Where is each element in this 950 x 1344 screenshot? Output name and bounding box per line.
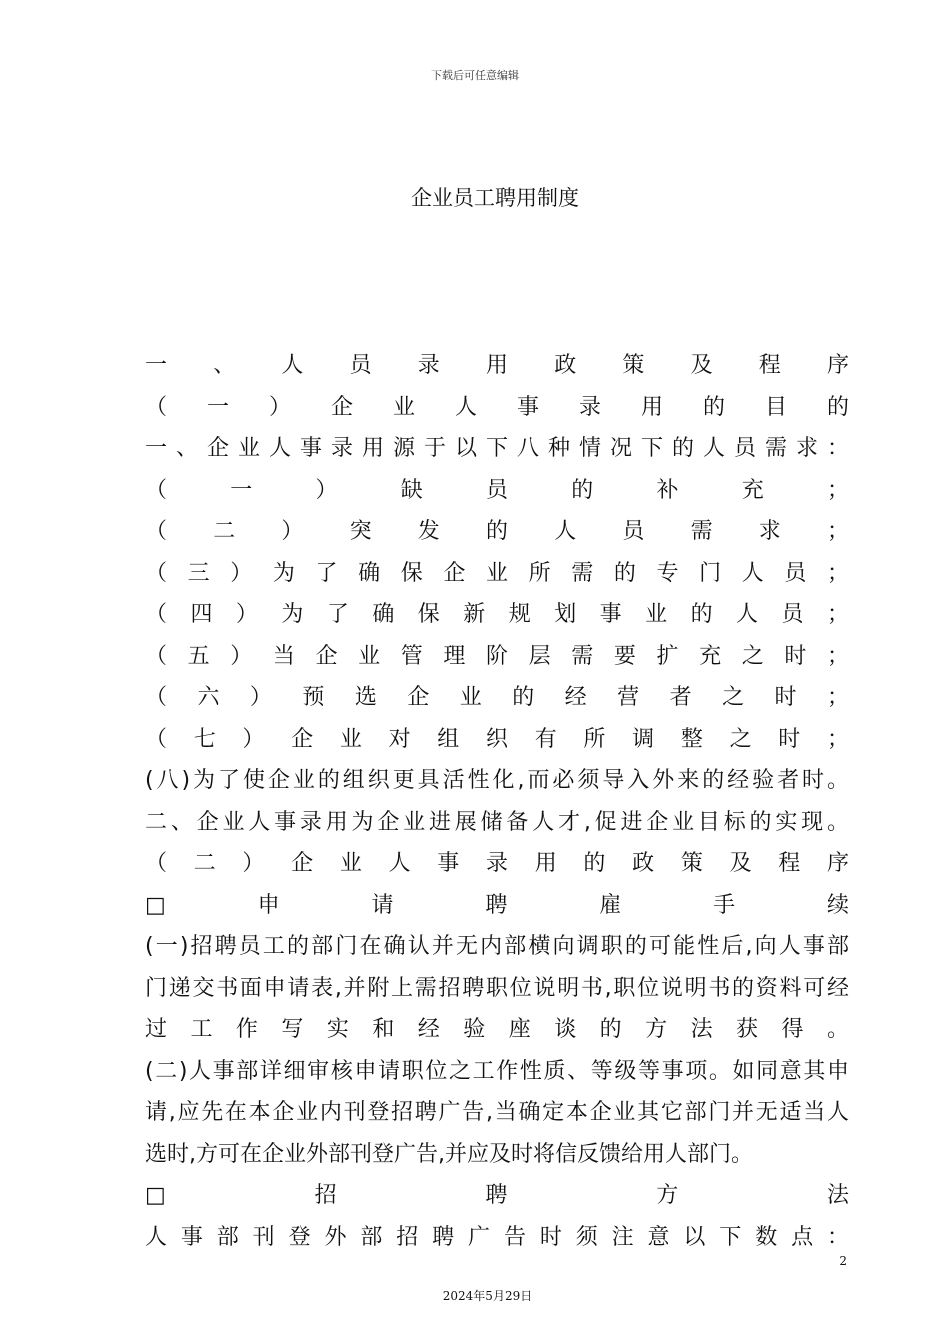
body-line: 一 、 人 员 录 用 政 策 及 程 序	[145, 353, 849, 378]
body-line: （ 一 ） 缺 员 的 补 充 ；	[145, 477, 849, 503]
document-body	[145, 345, 849, 1258]
body-line: （ 七 ） 企 业 对 组 织 有 所 调 整 之 时 ；	[145, 726, 849, 752]
body-line: 二、企业人事录用为企业进展储备人才,促进企业目标的实现。	[145, 809, 849, 835]
body-line: （ 二 ） 企 业 人 事 录 用 的 政 策 及 程 序	[145, 851, 849, 876]
body-line: □ 招 聘 方 法	[145, 1183, 849, 1208]
page-number: 2	[839, 1254, 847, 1268]
body-line: □ 申 请 聘 雇 手 续	[145, 892, 849, 918]
body-line: 选时,方可在企业外部刊登广告,并应及时将信反馈给用人部门。	[145, 1141, 753, 1167]
body-line: 过 工 作 写 实 和 经 验 座 谈 的 方 法 获 得 。	[145, 1017, 849, 1042]
body-line: 人事部刊登外部招聘广告时须注意以下数点：	[145, 1224, 849, 1250]
body-line: 门递交书面申请表,并附上需招聘职位说明书,职位说明书的资料可经	[145, 975, 849, 1001]
body-line: 一、企业人事录用源于以下八种情况下的人员需求：	[145, 436, 849, 461]
body-line: (二)人事部详细审核申请职位之工作性质、等级等事项。如同意其申	[145, 1058, 849, 1084]
footer-date: 2024年5月29日	[442, 1289, 533, 1303]
document-title: 企业员工聘用制度	[411, 186, 579, 210]
page-header: 下载后可任意编辑	[431, 69, 519, 82]
body-line: (一)招聘员工的部门在确认并无内部横向调职的可能性后,向人事部	[145, 934, 849, 959]
body-line: 请,应先在本企业内刊登招聘广告,当确定本企业其它部门并无适当人	[145, 1100, 849, 1125]
body-line: （四）为了确保新规划事业的人员；	[145, 602, 849, 627]
body-line: (八)为了使企业的组织更具活性化,而必须导入外来的经验者时。	[145, 768, 849, 793]
body-line: （三）为了确保企业所需的专门人员；	[145, 560, 849, 586]
body-line: （ 六 ） 预 选 企 业 的 经 营 者 之 时 ；	[145, 685, 849, 710]
body-line: （五）当企业管理阶层需要扩充之时；	[145, 643, 849, 669]
body-line: （ 二 ） 突 发 的 人 员 需 求 ；	[145, 519, 849, 544]
body-line: （ 一 ） 企 业 人 事 录 用 的 目 的	[145, 394, 849, 420]
